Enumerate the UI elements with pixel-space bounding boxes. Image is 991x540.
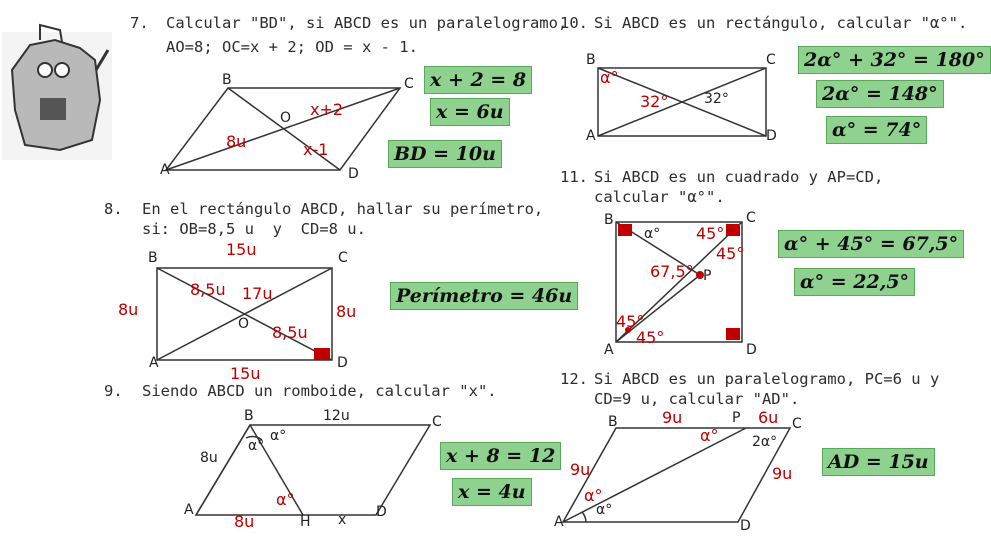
p7-label-a: A — [160, 162, 170, 178]
p11-answer-1: α° + 45° = 67,5° — [778, 230, 964, 258]
p10-answer-2: 2α° = 148° — [816, 80, 944, 108]
p12-angle-alpha-a2: α° — [596, 502, 613, 518]
p12-statement-line2: CD=9 u, calcular "AD". — [594, 390, 800, 408]
p7-ao-label: 8u — [226, 132, 247, 151]
p7-statement-line2: AO=8; OC=x + 2; OD = x - 1. — [166, 38, 418, 56]
p8-right-length: 8u — [336, 302, 357, 321]
p9-label-b: B — [244, 408, 254, 424]
p9-answer-2: x = 4u — [452, 478, 532, 506]
p11-corner-c — [726, 224, 740, 236]
p7-od-label: x-1 — [303, 140, 329, 159]
p12-pc-length: 6u — [758, 408, 779, 427]
p8-oa-length: 8,5u — [272, 323, 308, 342]
p8-answer: Perímetro = 46u — [390, 282, 578, 310]
p7-answer-1: x + 2 = 8 — [424, 66, 532, 94]
p10-label-c: C — [766, 52, 776, 68]
p8-rectangle — [157, 268, 332, 360]
p11-label-c: C — [746, 210, 756, 226]
p7-number: 7. — [130, 14, 149, 32]
p10-angle-alpha: α° — [600, 68, 619, 87]
p11-corner-d — [726, 328, 740, 340]
p11-statement-line1: Si ABCD es un cuadrado y AP=CD, — [594, 168, 884, 186]
p11-statement-line2: calcular "α°". — [594, 188, 725, 206]
p8-label-c: C — [338, 250, 348, 266]
p11-angle-675: 67,5° — [650, 262, 694, 281]
p8-right-angle-marker — [314, 348, 330, 360]
p9-label-c: C — [432, 414, 442, 430]
p11-label-b: B — [604, 212, 614, 228]
p8-label-o: O — [238, 316, 250, 332]
p10-label-a: A — [586, 128, 596, 144]
p12-angle-alpha-p: α° — [700, 426, 719, 445]
p7-parallelogram — [166, 88, 400, 170]
p7-answer-3: BD = 10u — [388, 140, 502, 168]
p9-left-length: 8u — [200, 450, 218, 466]
p9-label-x: x — [338, 512, 347, 528]
p8-statement-line2: si: OB=8,5 u y CD=8 u. — [142, 220, 366, 238]
p12-label-p: P — [732, 410, 741, 426]
p12-angle-2alpha: 2α° — [752, 434, 778, 450]
p10-angle-32-b: 32° — [704, 91, 729, 107]
p7-label-o: O — [280, 110, 292, 126]
p12-label-c: C — [792, 416, 802, 432]
p7-statement-line1: Calcular "BD", si ABCD es un paralelogramo, — [166, 14, 568, 32]
p9-answer-1: x + 8 = 12 — [440, 442, 561, 470]
p7-answer-2: x = 6u — [430, 98, 510, 126]
p9-angle-3: α° — [276, 490, 295, 509]
p8-label-a: A — [149, 355, 159, 371]
p10-label-d: D — [766, 128, 777, 144]
p11-angle-alpha: α° — [644, 226, 661, 242]
p9-angle-1: α° — [248, 438, 265, 454]
p11-label-d: D — [746, 342, 757, 358]
p8-bottom-length: 15u — [230, 364, 261, 383]
p8-diagonal-length: 17u — [242, 284, 273, 303]
p9-label-h: H — [300, 514, 311, 530]
p9-label-d: D — [376, 504, 387, 520]
p12-number: 12. — [560, 370, 588, 388]
p12-statement-line1: Si ABCD es un paralelogramo, PC=6 u y — [594, 370, 940, 388]
p11-angle-45-b: 45° — [716, 244, 745, 263]
p8-label-b: B — [148, 250, 158, 266]
p8-left-length: 8u — [118, 300, 139, 319]
p12-ab-length: 9u — [570, 460, 591, 479]
p9-top-length: 12u — [323, 408, 350, 424]
p9-bottom-length: 8u — [234, 512, 255, 531]
p11-angle-45-d: 45° — [636, 328, 665, 347]
p11-answer-2: α° = 22,5° — [794, 268, 915, 296]
p12-angle-alpha-a1: α° — [584, 486, 603, 505]
p7-label-b: B — [222, 72, 232, 88]
p7-oc-label: x+2 — [310, 100, 344, 119]
p9-number: 9. — [104, 382, 123, 400]
p9-angle-2: α° — [270, 428, 287, 444]
mascot-illustration — [2, 25, 112, 160]
p10-label-b: B — [586, 52, 596, 68]
p12-answer: AD = 15u — [822, 448, 935, 476]
p11-angle-45-c: 45° — [616, 312, 645, 331]
p8-ob-length: 8,5u — [190, 280, 226, 299]
p10-angle-32-a: 32° — [640, 92, 669, 111]
p9-statement-line1: Siendo ABCD un romboide, calcular "x". — [142, 382, 497, 400]
p12-cd-length: 9u — [772, 464, 793, 483]
p7-label-c: C — [404, 76, 414, 92]
p9-romboid — [196, 425, 430, 515]
p8-top-length: 15u — [226, 240, 257, 259]
p11-label-a: A — [604, 342, 614, 358]
p10-statement-line1: Si ABCD es un rectángulo, calcular "α°". — [594, 14, 968, 32]
p8-label-d: D — [337, 355, 348, 371]
p12-label-a: A — [554, 514, 564, 530]
p7-label-d: D — [348, 166, 359, 182]
p10-rectangle — [598, 68, 766, 136]
p10-answer-1: 2α° + 32° = 180° — [798, 46, 991, 74]
p12-bp-length: 9u — [662, 408, 683, 427]
p11-label-p: P — [703, 268, 712, 284]
p8-number: 8. — [104, 200, 123, 218]
p11-number: 11. — [560, 168, 588, 186]
p10-answer-3: α° = 74° — [826, 116, 927, 144]
p11-corner-b — [618, 224, 632, 236]
p10-number: 10. — [560, 14, 588, 32]
p8-statement-line1: En el rectángulo ABCD, hallar su perímetro, — [142, 200, 544, 218]
p12-label-d: D — [740, 518, 751, 534]
p12-label-b: B — [608, 414, 618, 430]
p9-label-a: A — [184, 502, 194, 518]
p11-angle-45-a: 45° — [696, 224, 725, 243]
